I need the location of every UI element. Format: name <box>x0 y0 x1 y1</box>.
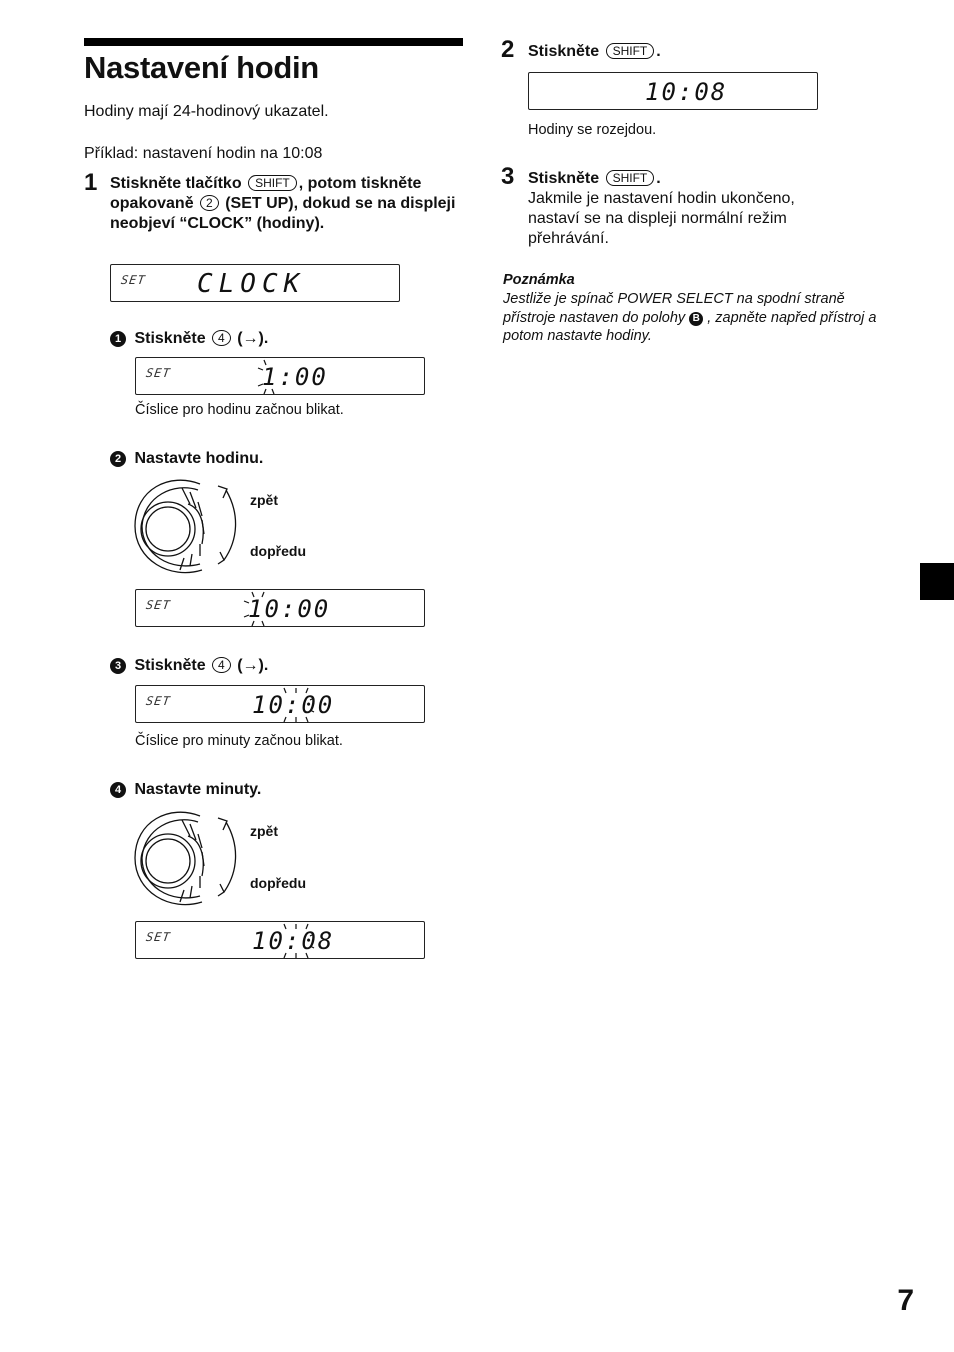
lcd-display-hour-set <box>135 589 425 627</box>
step-3-period: . <box>656 170 661 187</box>
lcd-display-minute-set <box>135 921 425 959</box>
step-1-text <box>110 174 465 234</box>
knob-back-label: zpět <box>250 492 278 508</box>
step-1-number: 1 <box>84 169 98 196</box>
note-heading: Poznámka <box>503 272 575 288</box>
title-rule <box>84 38 463 46</box>
example-text: Příklad: nastavení hodin na 10:08 <box>84 145 323 162</box>
knob-back-label: zpět <box>250 823 278 839</box>
substep-2-mark: 2 <box>110 451 126 467</box>
page-number: 7 <box>897 1284 914 1317</box>
key-4: 4 <box>212 657 231 673</box>
lcd-display-clock <box>110 264 400 302</box>
note-body-b: , zapněte napřed přístroj a potom nastavte hodiny. <box>503 309 877 344</box>
lcd-segment-text: 10:08 <box>252 927 335 955</box>
key-2: 2 <box>200 195 219 211</box>
right-arrow-icon: (→). <box>237 330 269 347</box>
lcd-segment-text: CLOCK <box>197 269 306 299</box>
intro-text: Hodiny mají 24-hodinový ukazatel. <box>84 103 329 120</box>
substep-2-heading <box>110 449 263 469</box>
step-2-label: Stiskněte <box>528 43 600 60</box>
lcd-display-minute-blink <box>135 685 425 723</box>
key-4: 4 <box>212 330 231 346</box>
lcd-segment-text: 10:00 <box>248 595 331 623</box>
substep-4-heading <box>110 780 261 800</box>
substep-4-text: Nastavte minuty. <box>134 781 262 798</box>
step-2-number: 2 <box>501 36 515 63</box>
lcd-segment-text: 1:00 <box>262 363 328 391</box>
step-2-text <box>528 42 661 62</box>
lcd-segment-text: 10:00 <box>252 691 335 719</box>
lcd-set-label: SET <box>120 273 147 287</box>
step-1-text-b: , potom tiskněte opakovaně <box>110 175 422 212</box>
lcd-set-label: SET <box>145 598 172 612</box>
knob-forward-label: dopředu <box>250 543 306 559</box>
rotary-knob-icon <box>130 474 242 580</box>
substep-3-text: Stiskněte <box>134 657 206 674</box>
lcd-display-clock-running <box>528 72 818 110</box>
substep-3-caption: Číslice pro minuty začnou blikat. <box>135 733 343 749</box>
step-3-number: 3 <box>501 163 515 190</box>
lcd-display-hour-blink <box>135 357 425 395</box>
shift-key: SHIFT <box>248 175 297 191</box>
substep-4-mark: 4 <box>110 782 126 798</box>
rotary-knob-icon <box>130 806 242 912</box>
step-3-body: Jakmile je nastavení hodin ukončeno, nastaví se na displeji normální režim přehrávání. <box>528 190 795 247</box>
substep-1-heading <box>110 329 268 349</box>
note-body-a: Jestliže je spínač POWER SELECT na spodní straně přístroje nastaven do polohy <box>503 291 845 326</box>
lcd-set-label: SET <box>145 930 172 944</box>
substep-1-mark: 1 <box>110 331 126 347</box>
section-tab-marker <box>920 563 954 600</box>
note-body <box>503 290 878 346</box>
page-title: Nastavení hodin <box>84 50 319 85</box>
position-b-mark: B <box>689 312 703 326</box>
step-3-text <box>528 169 661 189</box>
substep-1-caption: Číslice pro hodinu začnou blikat. <box>135 402 344 418</box>
substep-2-text: Nastavte hodinu. <box>134 450 264 467</box>
lcd-set-label: SET <box>145 694 172 708</box>
knob-forward-label: dopředu <box>250 875 306 891</box>
shift-key: SHIFT <box>606 170 655 186</box>
step-2-caption: Hodiny se rozejdou. <box>528 122 657 138</box>
shift-key: SHIFT <box>606 43 655 59</box>
substep-3-mark: 3 <box>110 658 126 674</box>
lcd-segment-text: 10:08 <box>645 78 728 106</box>
substep-1-text: Stiskněte <box>134 330 206 347</box>
right-arrow-icon: (→). <box>237 657 269 674</box>
step-1-text-a: Stiskněte tlačítko <box>110 175 242 192</box>
lcd-set-label: SET <box>145 366 172 380</box>
step-3-label: Stiskněte <box>528 170 600 187</box>
step-2-period: . <box>656 43 661 60</box>
substep-3-heading <box>110 656 268 676</box>
step-1-text-c: (SET UP), dokud se na displeji neobjeví “CLOCK” (hodiny). <box>110 195 456 232</box>
